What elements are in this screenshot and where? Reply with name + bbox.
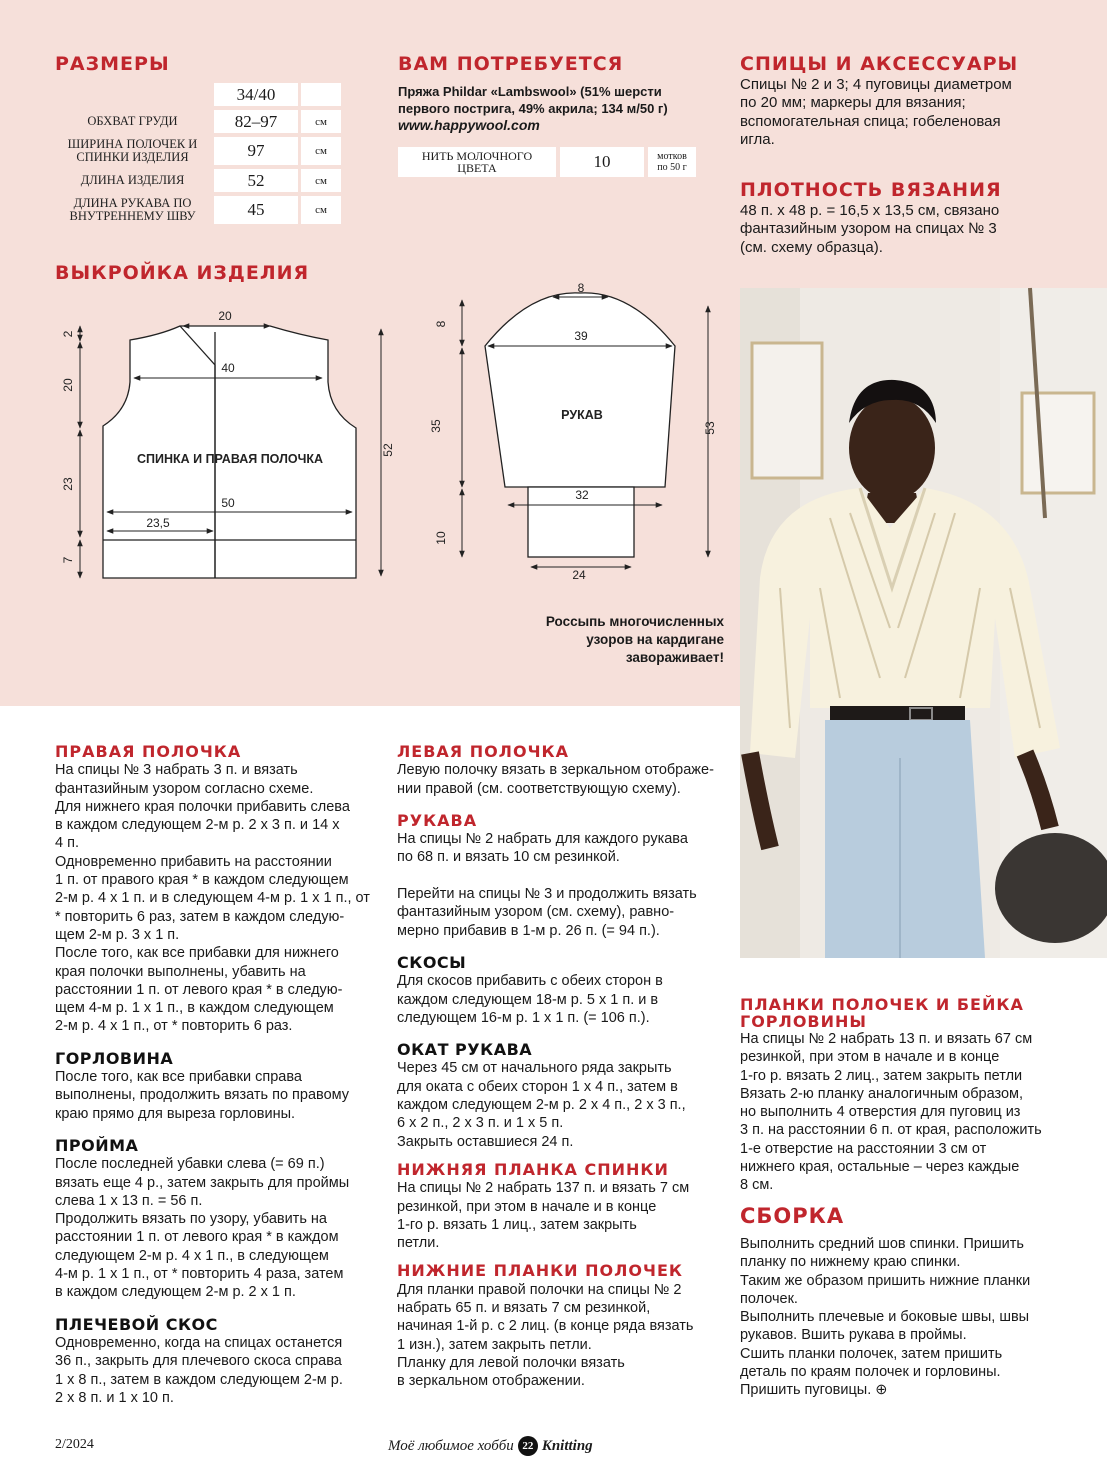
assembly-title: СБОРКА [740, 1203, 845, 1228]
assembly-last-line: Пришить пуговицы. [740, 1382, 872, 1399]
text-line: Одновременно прибавить на расстоянии [55, 853, 332, 870]
text-line: в каждом следующем 2-м р. 2 х 3 п. и 14 х [55, 817, 340, 834]
dim-label: 50 [221, 496, 235, 510]
dim-label: 23,5 [146, 516, 170, 530]
text-line: (см. схему образца). [740, 238, 883, 256]
text-line: 36 п., закрыть для плечевого скоса справа [55, 1353, 342, 1370]
text-line: полочек. [740, 1290, 798, 1307]
text-line: 2 х 8 п. и 1 х 10 п. [55, 1389, 174, 1406]
text-line: петли. [397, 1235, 440, 1252]
title-line: ГОРЛОВИНЫ [740, 1012, 867, 1031]
text-line: 8 см. [740, 1177, 774, 1194]
dim-label: 8 [434, 320, 448, 328]
pattern-schematic [0, 281, 735, 590]
text-line: 4 п. [55, 835, 79, 852]
text-line: 1-е отверстие на расстоянии 3 см от [740, 1140, 987, 1157]
text-line [740, 1381, 1080, 1399]
text-line: Для планки правой полочки на спицы № 2 [397, 1281, 682, 1298]
text-line: фантазийным узором согласно схеме. [55, 780, 314, 797]
needles-title: СПИЦЫ И АКСЕССУАРЫ [740, 53, 1019, 75]
text-line: для оката с обеих сторон 1 х 4 п., затем в [397, 1078, 678, 1095]
size-row-label: ОБХВАТ ГРУДИ [87, 114, 178, 128]
text-line: После последней убавки слева (= 69 п.) [55, 1156, 325, 1173]
text-line: 48 п. х 48 р. = 16,5 х 13,5 см, связано [740, 202, 1000, 219]
text-line: 3 п. на расстоянии 6 п. от края, расположить [740, 1122, 1042, 1139]
text-line: нижнего края, остальные – через каждые [740, 1159, 1020, 1176]
photo-caption [490, 613, 724, 667]
section-title: ПРОЙМА [55, 1135, 139, 1155]
text-line: Одновременно, когда на спицах останется [55, 1334, 343, 1351]
text-line: резинкой, при этом в начале и в конце [740, 1049, 1000, 1066]
size-row-unit-cell [301, 169, 341, 192]
yarn-quantity: 10 [593, 152, 611, 171]
yarn-line: Пряжа Phildar «Lambswool» (51% шерсти [398, 84, 662, 99]
page-number: 22 [518, 1436, 538, 1456]
magazine-name: Моё любимое хобби [388, 1437, 514, 1454]
yarn-line: первого пострига, 49% акрила; 134 м/50 г) [398, 100, 668, 116]
end-mark-icon: ⊕ [875, 1382, 888, 1399]
size-row-label: ШИРИНА ПОЛОЧЕК И СПИНКИ ИЗДЕЛИЯ [67, 137, 198, 164]
size-row-value: 97 [247, 141, 265, 160]
size-row-value-cell [214, 137, 298, 165]
text-line: Таким же образом пришить нижние планки [740, 1272, 1031, 1289]
title-line: ПЛАНКИ ПОЛОЧЕК И БЕЙКА [740, 995, 1024, 1014]
sleeve-outline [485, 293, 675, 487]
empty-cell [301, 83, 341, 106]
size-row-label: ДЛИНА РУКАВА ПО ВНУТРЕННЕМУ ШВУ [69, 196, 196, 223]
text-line: расстоянии 1 п. от левого края * в следую- [55, 981, 343, 998]
dim-label: 7 [61, 556, 75, 564]
dim-label: 39 [574, 329, 588, 343]
caption-line: узоров на кардигане [586, 632, 724, 647]
size-row-unit-cell [301, 196, 341, 224]
yarn-unit-cell [648, 147, 696, 177]
text-line: щем 4-м р. 1 х 1 п., в каждом следующем [55, 1000, 334, 1017]
size-row-value: 52 [247, 170, 265, 190]
needles-text [740, 76, 1080, 149]
sleeve-label: РУКАВ [561, 408, 603, 422]
issue-number: 2/2024 [55, 1437, 94, 1452]
text-line: фантазийным узором на спицах № 3 [740, 220, 997, 238]
yarn-color: НИТЬ МОЛОЧНОГО ЦВЕТА [421, 148, 533, 175]
size-row-value: 82–97 [234, 111, 278, 131]
text-line: вязать еще 4 р., затем закрыть для проймы [55, 1174, 350, 1191]
photo-illustration [740, 288, 1107, 958]
materials-title: ВАМ ПОТРЕБУЕТСЯ [398, 53, 624, 75]
size-row-unit: см [315, 115, 327, 128]
size-row-unit-cell [301, 137, 341, 165]
text-line: 4-м р. 1 х 1 п., от * повторить 4 раза, затем [55, 1266, 344, 1283]
text-line: расстоянии 1 п. от левого края * в каждом [55, 1229, 339, 1246]
size-row-value-cell [214, 110, 298, 133]
size-row-value-cell [214, 169, 298, 192]
text-line: по 68 п. и вязать 10 см резинкой. [397, 849, 620, 866]
text-line: выполнены, продолжить вязать по правому [55, 1087, 350, 1104]
text-line: * повторить 6 раз, затем в каждом следую- [55, 908, 345, 925]
text-line: каждом следующем 2-м р. 2 х 4 п., 2 х 3 п., [397, 1097, 686, 1114]
text-line: Спицы № 2 и 3; 4 пуговицы диаметром [740, 76, 1012, 93]
gauge-title: ПЛОТНОСТЬ ВЯЗАНИЯ [740, 179, 1002, 201]
column-3 [740, 996, 1080, 1400]
text-line: Планку для левой полочки вязать [397, 1354, 625, 1371]
caption-line: завораживает! [625, 650, 724, 665]
text-line: набрать 65 п. и вязать 7 см резинкой, [397, 1300, 651, 1317]
dim-label: 52 [381, 443, 395, 457]
dim-label: 23 [61, 477, 75, 491]
sizes-title: РАЗМЕРЫ [55, 53, 170, 75]
section-title: СКОСЫ [397, 952, 467, 972]
text-line: 2-м р. 4 х 1 п. и в следующем 4-м р. 1 х 1 п., от [55, 890, 370, 907]
text-line: рукавов. Вшить рукава в проймы. [740, 1327, 967, 1344]
text-line: Сшить планки полочек, затем пришить [740, 1345, 1003, 1362]
text-line: На спицы № 2 набрать 137 п. и вязать 7 см [397, 1180, 690, 1197]
text-line: фантазийным узором (см. схему), равно- [397, 904, 675, 921]
text-line: Закрыть оставшиеся 24 п. [397, 1133, 574, 1150]
text-line: На спицы № 2 набрать для каждого рукава [397, 831, 688, 848]
footer-magazine [388, 1436, 593, 1456]
size-row-value: 45 [247, 200, 265, 219]
text-line: края полочки выполнены, убавить на [55, 963, 306, 980]
yarn-color-cell [398, 147, 556, 177]
text-line: по 20 мм; маркеры для вязания; [740, 94, 966, 112]
column-2 [397, 743, 727, 1391]
size-row-unit: см [315, 174, 327, 187]
text-line: 1-го р. вязать 2 лиц., затем закрыть петли [740, 1067, 1023, 1084]
text-line: следующем 2-м р. 4 х 1 п., в следующем [55, 1247, 329, 1264]
text-line: Перейти на спицы № 3 и продолжить вязать [397, 886, 697, 903]
text-line: 6 х 2 п., 2 х 3 п. и 1 х 5 п. [397, 1115, 564, 1132]
text-line: 2-м р. 4 х 1 п., от * повторить 6 раз. [55, 1018, 293, 1035]
text-line: На спицы № 3 набрать 3 п. и вязать [55, 762, 298, 779]
size-row-unit: см [315, 145, 327, 157]
text-line: После того, как все прибавки для нижнего [55, 945, 339, 962]
section-title: НИЖНИЕ ПЛАНКИ ПОЛОЧЕК [397, 1261, 683, 1281]
dim-label: 10 [434, 531, 448, 545]
dim-label: 32 [575, 488, 589, 502]
text-line: но выполнить 4 отверстия для пуговиц из [740, 1104, 1021, 1121]
text-line: Для скосов прибавить с обеих сторон в [397, 973, 663, 990]
size-row-label: ДЛИНА ИЗДЕЛИЯ [80, 173, 185, 187]
back-piece-label: СПИНКА И ПРАВАЯ ПОЛОЧКА [136, 452, 324, 466]
text-line: игла. [740, 130, 775, 148]
text-line: следующем 16-м р. 1 х 1 п. (= 106 п.). [397, 1009, 650, 1026]
text-line: Выполнить плечевые и боковые швы, швы [740, 1309, 1030, 1326]
text-line: Для нижнего края полочки прибавить слева [55, 798, 350, 815]
text-line: После того, как все прибавки справа [55, 1069, 302, 1086]
text-line: резинкой, при этом в начале и в конце [397, 1198, 657, 1215]
text-line: Выполнить средний шов спинки. Пришить [740, 1235, 1024, 1252]
text-line: 1-го р. вязать 1 лиц., затем закрыть [397, 1216, 637, 1233]
text-line: 1 х 8 п., затем в каждом следующем 2-м р. [55, 1371, 343, 1388]
pattern-title: ВЫКРОЙКА ИЗДЕЛИЯ [55, 262, 310, 284]
dim-label: 20 [218, 309, 232, 323]
section-title: РУКАВА [397, 810, 478, 830]
yarn-unit: мотков по 50 г [657, 151, 687, 173]
text-line: в каждом следующем 2-м р. 2 х 1 п. [55, 1284, 296, 1301]
size-value-cell [214, 83, 298, 106]
text-line: вспомогательная спица; гобеленовая [740, 112, 1001, 130]
text-line: щем 2-м р. 3 х 1 п. [55, 926, 180, 943]
text-line: Через 45 см от начального ряда закрыть [397, 1060, 672, 1077]
yarn-quantity-cell [560, 147, 644, 177]
text-line: каждом следующем 18-м р. 5 х 1 п. и в [397, 991, 659, 1008]
text-line: Левую полочку вязать в зеркальном отображе- [397, 762, 714, 779]
text-line [397, 867, 727, 885]
section-title: НИЖНЯЯ ПЛАНКА СПИНКИ [397, 1159, 669, 1179]
dim-label: 20 [61, 378, 75, 392]
dim-label: 35 [429, 419, 443, 433]
model-photo [740, 288, 1107, 958]
text-line: нии правой (см. соответствующую схему). [397, 780, 681, 797]
text-line: На спицы № 2 набрать 13 п. и вязать 67 см [740, 1031, 1033, 1047]
section-title: ЛЕВАЯ ПОЛОЧКА [397, 742, 569, 761]
section-title: ПРАВАЯ ПОЛОЧКА [55, 742, 242, 761]
column-1 [55, 743, 385, 1407]
section-title: ГОРЛОВИНА [55, 1048, 174, 1068]
size-value: 34/40 [236, 84, 276, 104]
text-line: деталь по краям полочек и горловины. [740, 1364, 1001, 1381]
text-line: 1 изн.), затем закрыть петли. [397, 1336, 592, 1353]
section-name: Knitting [541, 1437, 593, 1454]
section-title [740, 996, 1080, 1030]
size-row-unit-cell [301, 110, 341, 133]
section-title: ПЛЕЧЕВОЙ СКОС [55, 1314, 218, 1334]
dim-label: 8 [577, 281, 585, 295]
text-line: краю прямо для выреза горловины. [55, 1105, 296, 1122]
dim-label: 2 [61, 330, 75, 338]
text-line: планку по нижнему краю спинки. [740, 1254, 961, 1271]
yarn-description [398, 84, 696, 134]
text-line: 1 п. от правого края * в каждом следующем [55, 872, 349, 889]
text-line: мерно прибавив в 1-м р. 26 п. (= 94 п.). [397, 922, 660, 939]
text-line: в зеркальном отображении. [397, 1373, 585, 1390]
size-row-value-cell [214, 196, 298, 224]
text-line: слева 1 х 13 п. = 56 п. [55, 1192, 203, 1209]
dim-label: 53 [703, 421, 717, 435]
text-line: Продолжить вязать по узору, убавить на [55, 1211, 327, 1228]
dim-label: 24 [572, 568, 586, 582]
yarn-website: www.happywool.com [398, 117, 540, 133]
gauge-text [740, 202, 1080, 257]
size-row-unit: см [315, 204, 327, 216]
section-title: ОКАТ РУКАВА [397, 1040, 533, 1060]
text-line: начиная 1-й р. с 2 лиц. (в конце ряда вязать [397, 1318, 694, 1335]
text-line: Вязать 2-ю планку аналогичным образом, [740, 1085, 1024, 1102]
caption-line: Россыпь многочисленных [545, 614, 724, 629]
dim-label: 40 [221, 361, 235, 375]
